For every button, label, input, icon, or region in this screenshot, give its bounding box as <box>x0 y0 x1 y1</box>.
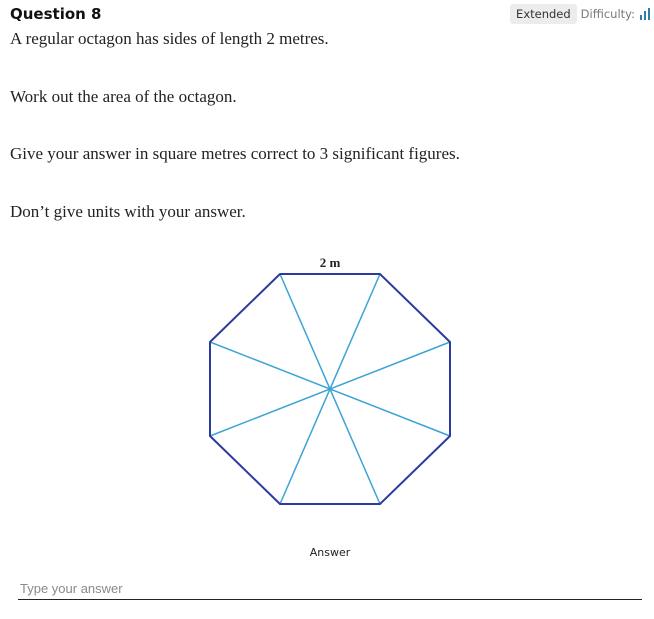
octagon-diagonals <box>210 274 450 504</box>
side-length-label: 2 m <box>319 255 341 270</box>
question-text-3: Give your answer in square metres correct to 3 significant figures. <box>10 144 460 163</box>
difficulty-bar <box>648 8 650 20</box>
question-text-4: Don’t give units with your answer. <box>10 202 246 221</box>
question-text-1: A regular octagon has sides of length 2 metres. <box>10 29 329 48</box>
question-text-2: Work out the area of the octagon. <box>10 87 237 106</box>
question-meta <box>510 4 650 24</box>
octagon-figure <box>200 250 460 512</box>
difficulty-bars-icon <box>640 8 650 20</box>
difficulty-bar <box>644 11 646 20</box>
answer-label: Answer <box>309 546 351 559</box>
difficulty-bar <box>640 15 642 20</box>
answer-input[interactable] <box>18 578 642 600</box>
difficulty-label: Difficulty: <box>580 7 635 21</box>
level-badge: Extended <box>510 4 577 24</box>
question-title: Question 8 <box>10 5 102 23</box>
